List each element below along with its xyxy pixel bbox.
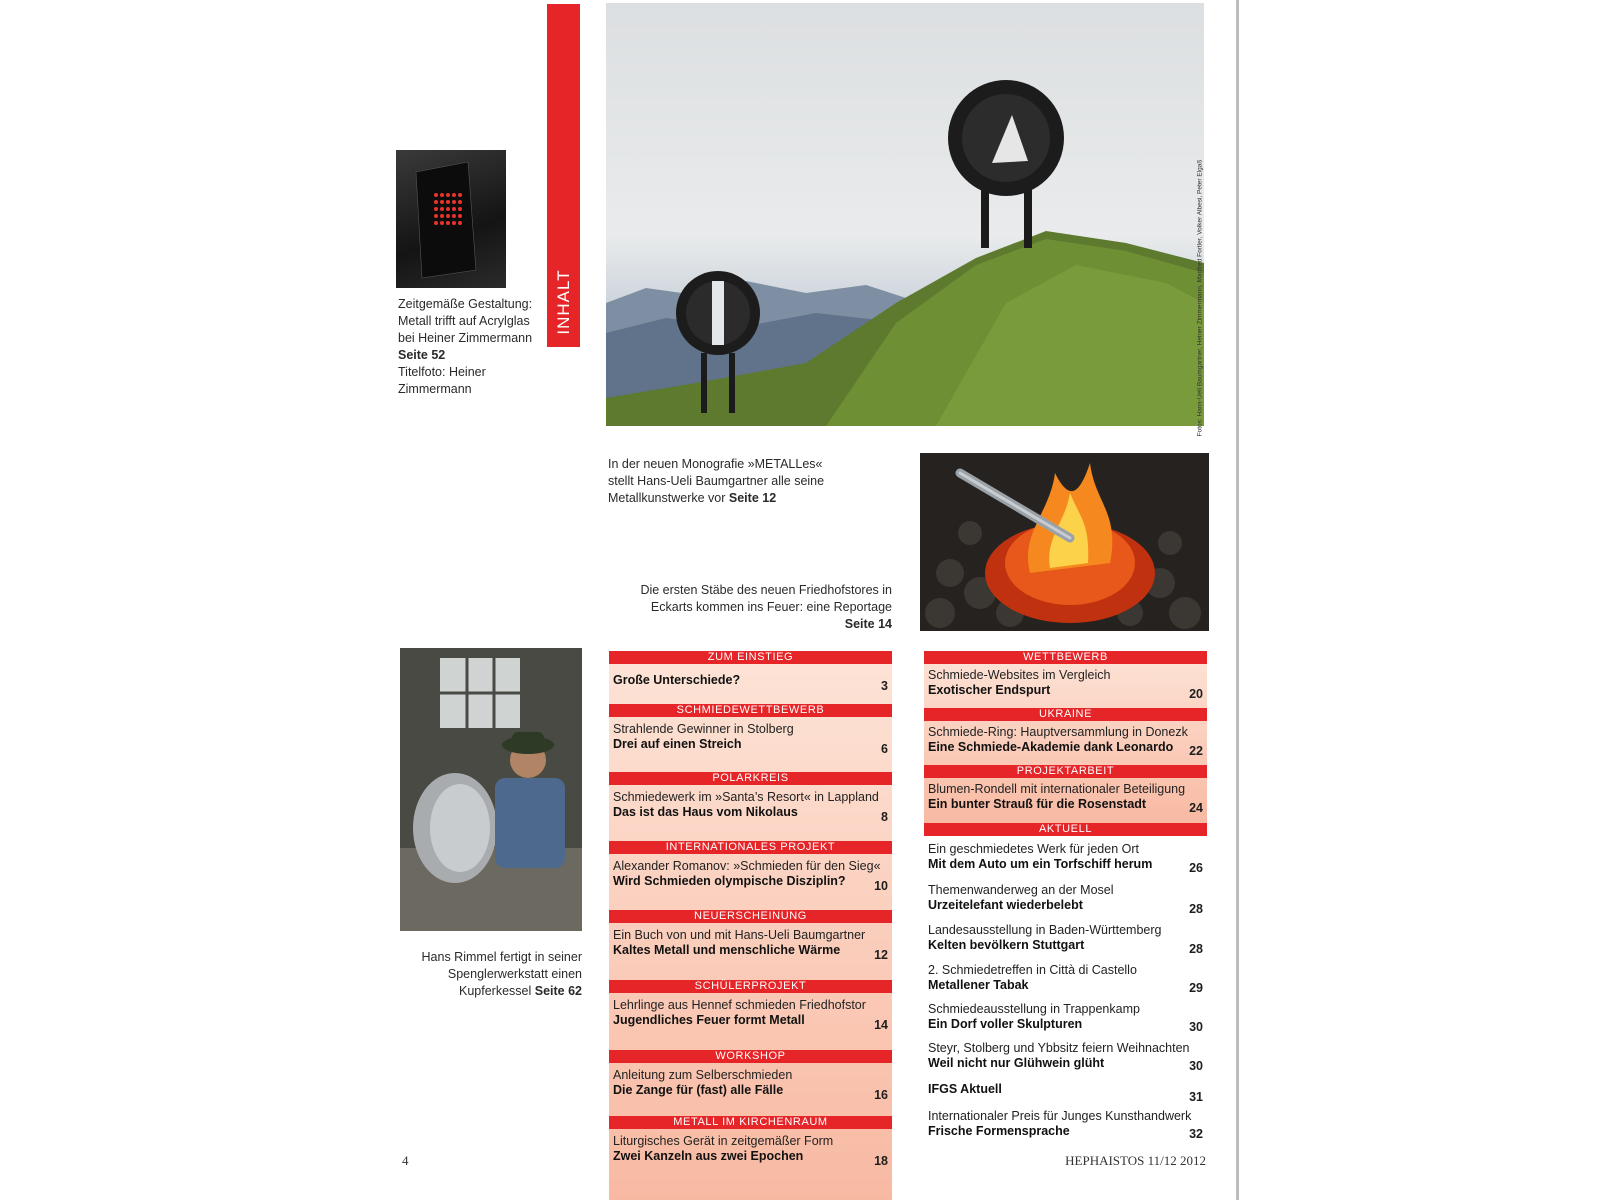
toc-entry[interactable] — [924, 997, 1207, 1036]
section-header: INTERNATIONALES PROJEKT — [609, 841, 892, 854]
page-number: 4 — [402, 1153, 409, 1168]
toc-section-wettbewerb — [924, 651, 1207, 708]
caption-metalles — [608, 456, 848, 507]
entry-page: 16 — [874, 1087, 888, 1102]
entry-page: 24 — [1189, 800, 1203, 815]
entry-page: 22 — [1189, 743, 1203, 758]
caption-metalles-text: In der neuen Monografie »METALLes« stellt Hans-Ueli Baumgartner alle seine Metallkunstwerke vor — [608, 457, 825, 505]
entry-title: Mit dem Auto um ein Torfschiff herum — [928, 856, 1153, 871]
entry-page: 6 — [881, 741, 888, 756]
toc-entry[interactable] — [924, 918, 1207, 958]
toc-entry[interactable] — [924, 1036, 1207, 1075]
section-header: ZUM EINSTIEG — [609, 651, 892, 664]
toc-section-projektarbeit — [924, 765, 1207, 823]
page-margin — [1239, 0, 1600, 1200]
entry-title: Kelten bevölkern Stuttgart — [928, 937, 1085, 952]
entry-page: 32 — [1189, 1126, 1203, 1141]
toc-entry[interactable] — [609, 1129, 892, 1174]
entry-page: 12 — [874, 947, 888, 962]
entry-title: Große Unterschiede? — [613, 673, 741, 687]
forge-fire-illustration — [920, 453, 1209, 631]
entry-title: Zwei Kanzeln aus zwei Epochen — [613, 1148, 804, 1163]
toc-section-zum-einstieg — [609, 651, 892, 704]
entry-title: Kaltes Metall und menschliche Wärme — [613, 942, 841, 957]
entry-subtitle: Ein geschmiedetes Werk für jeden Ort — [928, 842, 1139, 856]
toc-entry[interactable] — [924, 836, 1207, 878]
entry-page: 28 — [1189, 941, 1203, 956]
caption-rimmel-page: Seite 62 — [534, 984, 582, 998]
entry-subtitle: Liturgisches Gerät in zeitgemäßer Form — [613, 1134, 834, 1148]
toc-entry[interactable] — [924, 721, 1207, 765]
entry-page: 26 — [1189, 860, 1203, 875]
caption-feuer-page: Seite 14 — [844, 617, 892, 631]
photo-rimmel-workshop — [400, 648, 582, 931]
toc-entry[interactable] — [609, 785, 892, 841]
entry-title: Jugendliches Feuer formt Metall — [613, 1012, 805, 1027]
toc-section-ukraine — [924, 708, 1207, 765]
toc-section-schuelerprojekt — [609, 980, 892, 1050]
photo-credit — [1188, 160, 1212, 435]
toc-entry[interactable] — [609, 993, 892, 1050]
entry-title: Das ist das Haus vom Nikolaus — [613, 804, 798, 819]
toc-entry[interactable] — [924, 664, 1207, 708]
section-header: METALL IM KIRCHENRAUM — [609, 1116, 892, 1129]
workshop-illustration — [400, 648, 582, 931]
caption-rimmel — [410, 949, 582, 1000]
section-header: NEUERSCHEINUNG — [609, 910, 892, 923]
entry-page: 8 — [881, 809, 888, 824]
caption-zimmermann-text: Zeitgemäße Gestaltung: Metall trifft auf Acrylglas bei Heiner Zimmermann — [398, 297, 533, 345]
entry-page: 18 — [874, 1153, 888, 1168]
entry-subtitle: Strahlende Gewinner in Stolberg — [613, 722, 794, 736]
toc-entry[interactable] — [609, 717, 892, 772]
inhalt-bar — [547, 4, 580, 347]
entry-subtitle: Steyr, Stolberg und Ybbsitz feiern Weihnachten — [928, 1041, 1190, 1055]
toc-section-aktuell — [924, 823, 1207, 1143]
inhalt-label: INHALT — [553, 269, 573, 335]
toc-entry[interactable] — [924, 1104, 1207, 1143]
caption-cover-photo: Titelfoto: Heiner Zimmermann — [398, 365, 486, 396]
toc-left-column — [609, 651, 892, 1200]
toc-entry[interactable] — [609, 664, 892, 704]
section-header: SCHÜLERPROJEKT — [609, 980, 892, 993]
toc-section-internationales-projekt — [609, 841, 892, 910]
magazine-issue: HEPHAISTOS 11/12 2012 — [1065, 1153, 1206, 1168]
toc-entry[interactable] — [924, 1075, 1207, 1104]
entry-subtitle: Anleitung zum Selberschmieden — [613, 1068, 793, 1082]
entry-subtitle: Internationaler Preis für Junges Kunsthandwerk — [928, 1109, 1192, 1123]
entry-page: 29 — [1189, 980, 1203, 995]
caption-feuer-text: Die ersten Stäbe des neuen Friedhofstores in Eckarts kommen ins Feuer: eine Reportage — [640, 583, 892, 614]
entry-subtitle: Ein Buch von und mit Hans-Ueli Baumgartner — [613, 928, 866, 942]
entry-subtitle: 2. Schmiedetreffen in Città di Castello — [928, 963, 1137, 977]
toc-section-schmiedewettbewerb — [609, 704, 892, 772]
section-header: WORKSHOP — [609, 1050, 892, 1063]
entry-subtitle: Landesausstellung in Baden-Württemberg — [928, 923, 1162, 937]
toc-entry[interactable] — [924, 878, 1207, 918]
entry-title: Exotischer Endspurt — [928, 682, 1051, 697]
entry-page: 14 — [874, 1017, 888, 1032]
caption-metalles-page: Seite 12 — [728, 491, 777, 505]
entry-subtitle: Blumen-Rondell mit internationaler Beteiligung — [928, 782, 1186, 796]
entry-subtitle: Themenwanderweg an der Mosel — [928, 883, 1114, 897]
entry-page: 3 — [881, 678, 888, 693]
entry-title: Wird Schmieden olympische Disziplin? — [613, 873, 846, 888]
entry-subtitle: Schmiedewerk im »Santa’s Resort« in Lappland — [613, 790, 879, 804]
entry-title: Ein Dorf voller Skulpturen — [928, 1016, 1083, 1031]
toc-entry[interactable] — [609, 1063, 892, 1116]
caption-zimmermann-page: Seite 52 — [398, 348, 446, 362]
toc-entry[interactable] — [924, 958, 1207, 997]
entry-page: 31 — [1189, 1089, 1203, 1104]
entry-title: IFGS Aktuell — [928, 1082, 1002, 1096]
entry-page: 28 — [1189, 901, 1203, 916]
entry-page: 10 — [874, 878, 888, 893]
entry-title: Weil nicht nur Glühwein glüht — [928, 1055, 1105, 1070]
entry-page: 30 — [1189, 1058, 1203, 1073]
toc-entry[interactable] — [609, 923, 892, 980]
photo-forge-fire — [920, 453, 1209, 631]
entry-page: 20 — [1189, 686, 1203, 701]
toc-entry[interactable] — [609, 854, 892, 910]
entry-title: Urzeitelefant wiederbelebt — [928, 897, 1083, 912]
toc-section-workshop — [609, 1050, 892, 1116]
entry-page: 30 — [1189, 1019, 1203, 1034]
entry-title: Ein bunter Strauß für die Rosenstadt — [928, 796, 1147, 811]
mountain-scene-illustration — [606, 3, 1204, 426]
entry-subtitle: Schmiede-Websites im Vergleich — [928, 668, 1111, 682]
section-header: UKRAINE — [924, 708, 1207, 721]
entry-title: Eine Schmiede-Akademie dank Leonardo — [928, 739, 1174, 754]
photo-baumgartner-sculptures — [606, 3, 1204, 426]
section-header: POLARKREIS — [609, 772, 892, 785]
photo-credit-text: Fotos: Hans-Ueli Baumgartner, Heiner Zimmermann, Manfred Fortler, Volker Albesi, Peter Elgaß — [1196, 159, 1204, 436]
caption-feuer — [630, 582, 892, 633]
toc-section-metall-im-kirchenraum — [609, 1116, 892, 1174]
caption-rimmel-text: Hans Rimmel fertigt in seiner Spenglerwerkstatt einen Kupferkessel — [421, 950, 582, 998]
entry-subtitle: Lehrlinge aus Hennef schmieden Friedhofstor — [613, 998, 866, 1012]
entry-title: Metallener Tabak — [928, 977, 1029, 992]
toc-right-column — [924, 651, 1207, 1143]
entry-title: Frische Formensprache — [928, 1123, 1070, 1138]
section-header: WETTBEWERB — [924, 651, 1207, 664]
entry-subtitle: Schmiedeausstellung in Trappenkamp — [928, 1002, 1140, 1016]
toc-entry[interactable] — [924, 778, 1207, 823]
entry-subtitle: Alexander Romanov: »Schmieden für den Sieg« — [613, 859, 881, 873]
photo-zimmermann-object — [396, 150, 506, 288]
acrylic-object-illustration — [396, 150, 506, 288]
entry-title: Drei auf einen Streich — [613, 736, 742, 751]
section-header: SCHMIEDEWETTBEWERB — [609, 704, 892, 717]
section-header: AKTUELL — [924, 823, 1207, 836]
section-header: PROJEKTARBEIT — [924, 765, 1207, 778]
entry-subtitle: Schmiede-Ring: Hauptversammlung in Donezk — [928, 725, 1188, 739]
toc-section-neuerscheinung — [609, 910, 892, 980]
entry-title: Die Zange für (fast) alle Fälle — [613, 1082, 784, 1097]
caption-zimmermann — [398, 296, 548, 398]
toc-section-polarkreis — [609, 772, 892, 841]
